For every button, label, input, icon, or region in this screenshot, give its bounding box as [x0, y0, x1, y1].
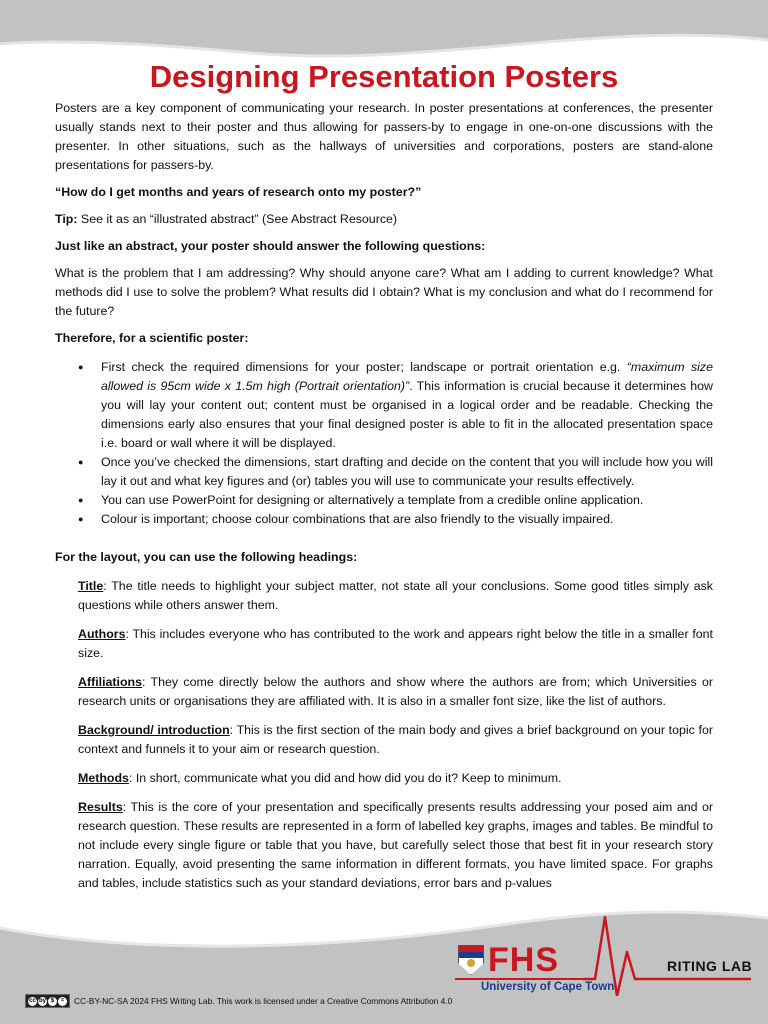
cc-glyph: cc	[29, 997, 36, 1004]
bullet-1-text: First check the required dimensions for your poster; landscape or portrait orientation e.g.	[101, 360, 627, 374]
layout-heading: For the layout, you can use the following headings:	[55, 550, 358, 564]
logo-writing-lab-text: RITING LAB	[667, 958, 753, 974]
question-line: “How do I get months and years of research onto my poster?”	[55, 185, 422, 199]
questions-paragraph: What is the problem that I am addressing? Why should anyone care? What am I adding to current knowledge? What methods did I use to solve the problem? What results did I obtain? What is my conclusion and what do I recommend for the future?	[55, 266, 713, 318]
heading-affiliations-label: Affiliations	[78, 675, 143, 689]
document-body	[55, 58, 713, 903]
heading-authors-text: : This includes everyone who has contributed to the work and appears right below the title in a smaller font size.	[78, 627, 713, 660]
heading-title-text: : The title needs to highlight your subject matter, not state all your conclusions. Some good titles simply ask questions while others answer them.	[78, 579, 713, 612]
tip-text: See it as an “illustrated abstract” (See Abstract Resource)	[77, 212, 398, 226]
heading-background	[78, 721, 713, 759]
top-grey-band	[0, 0, 768, 56]
list-item: ● Colour is important; choose colour combinations that are also friendly to the visually impaired.	[101, 510, 713, 529]
bullet-1-text-end: . This information is crucial because it determines how you will lay your content out; content must be organised in a logical order and be readable. Checking the dimensions early also ensures that your final designed poster is able to fit in the allocated presentation space i.e. board or wall where it will be displayed.	[101, 379, 714, 450]
abstract-heading: Just like an abstract, your poster should answer the following questions:	[55, 239, 486, 253]
heading-background-text: : This is the first section of the main body and gives a brief background on your topic for context and funnels it to your aim or research question.	[78, 723, 713, 756]
heading-title-label: Title	[78, 579, 104, 593]
heading-methods	[78, 769, 713, 788]
heading-affiliations-text: : They come directly below the authors and show where the authors are from; which Universities or research units or organisations they are affiliated with. It is also in a smaller font size, like the list of authors.	[78, 675, 713, 708]
logo-fhs-text: FHS	[488, 941, 559, 979]
heading-results-label: Results	[78, 800, 123, 814]
heading-methods-label: Methods	[78, 771, 129, 785]
bullet-1-italic: “maximum size allowed is 95cm wide x 1.5m high (Portrait orientation)”	[101, 360, 713, 393]
heading-methods-text: : In short, communicate what you did and how did you do it? Keep to minimum.	[128, 771, 562, 785]
list-item: ● You can use PowerPoint for designing or alternatively a template from a credible online application.	[101, 491, 713, 510]
license-text: CC-BY-NC-SA 2024 FHS Writing Lab. This work is licensed under a Creative Commons Attribution 4.0	[74, 996, 453, 1006]
heading-affiliations	[78, 673, 713, 711]
license-footer	[25, 994, 452, 1008]
heading-authors-label: Authors	[78, 627, 126, 641]
page-title: Designing Presentation Posters	[149, 59, 619, 94]
heading-title	[78, 577, 713, 615]
tip-paragraph	[55, 210, 713, 229]
list-item	[101, 358, 713, 453]
heading-background-label: Background/ introduction	[78, 723, 230, 737]
heading-authors	[78, 625, 713, 663]
tip-label: Tip:	[55, 212, 78, 226]
heading-results-text: : This is the core of your presentation and specifically presents results addressing your posed aim and or research question. These results are represented in a form of labelled key graphs, images and tables. Be mindful to not include every single figure or table that you have, but carefully select those that best fit in your research story narration. Equally, avoid presenting the same information in different formats, you have limited space. For graphs and tables, include statistics such as your standard deviations, error bars and p-values	[78, 800, 713, 890]
bullet-list	[55, 358, 713, 529]
intro-paragraph: Posters are a key component of communicating your research. In poster presentations at conferences, the presenter usually stands next to their poster and thus allowing for passers-by to engage in one-on-one discussions with the presenter. In other situations, such as the hallways of universities and corporations, posters are stand-alone presentations for passers-by.	[55, 101, 713, 172]
logo-uct-text: University of Cape Town	[481, 981, 615, 993]
nc-glyph: $	[48, 997, 57, 1006]
list-item: ● Once you’ve checked the dimensions, start drafting and decide on the content that you will include how you will lay it out and what key figures and (or) tables you will use to communicate your results effectively.	[101, 453, 713, 491]
cc-license-icon	[25, 994, 70, 1008]
sa-glyph: =	[58, 997, 67, 1006]
by-glyph: by	[38, 997, 46, 1004]
heading-results	[78, 798, 713, 893]
fhs-writing-lab-logo	[455, 912, 755, 996]
scientific-heading: Therefore, for a scientific poster:	[55, 331, 249, 345]
